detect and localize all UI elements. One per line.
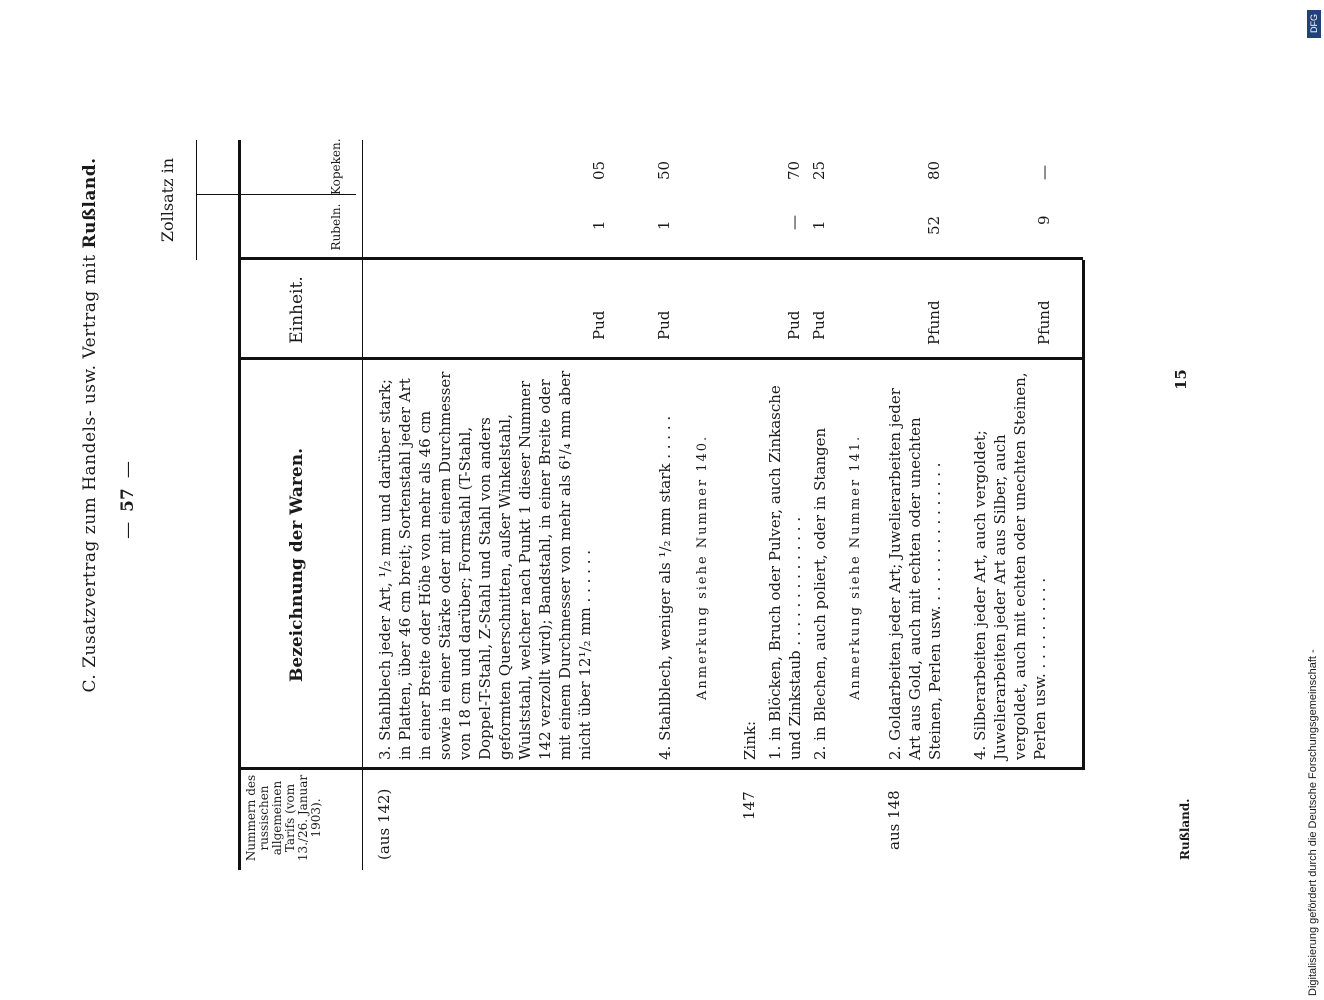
col-header-zollsatz: Zollsatz in	[158, 157, 177, 243]
table-row: 1. in Blöcken, Bruch oder Pulver, auch Zinkasche und Zinkstaub . . . . . . . . . . . . . .	[766, 385, 804, 760]
unit-cell: Pud	[785, 310, 803, 340]
row-number: 147	[740, 791, 758, 820]
unit-cell: Pud	[590, 310, 608, 340]
table-row: 2. Goldarbeiten jeder Art; Juwelierarbeiten jeder Art aus Gold, auch mit echten oder unechten Steinen, Perlen usw. . . . . . . . . . . . . . . .	[886, 388, 944, 760]
kopeken-cell: —	[1035, 165, 1053, 180]
table-row: 3. Stahlblech jeder Art, ¹/₂ mm und darüber stark; in Platten, über 46 cm breit; Sortenstahl jeder Art in einer Breite oder Höhe von mehr als 46 cm sowie in einer Stärke oder mit einem Durchmesser von 18 cm und darüber; Formstahl (T-Stahl, Doppel-T-Stahl, Z-Stahl und Stahl von anders geformten Querschnitten, außer Winkelstahl, Wulststahl, welcher nach Punkt 1 dieser Nummer 142 verzollt wird); Bandstahl, in einer Breite oder mit einem Durchmesser von mehr als 6¹/₄ mm aber nicht über 12¹/₂ mm . . . . . .	[376, 370, 594, 760]
col-header-nummern: Nummern des russischen allgemeinen Tarifs (vom 13./26. Januar 1903).	[244, 774, 323, 862]
kopeken-cell: 05	[590, 160, 608, 180]
dfg-badge: DFG	[1307, 10, 1321, 38]
annotation-141: Anmerkung siehe Nummer 141.	[848, 434, 863, 700]
col-header-rubeln: Rubeln.	[329, 203, 343, 251]
kopeken-cell: 50	[655, 160, 673, 180]
table-row: 4. Silberarbeiten jeder Art, auch vergoldet; Juwelierarbeiten jeder Art aus Silber, auch vergoldet, auch mit echten oder unechten Steinen, Perlen usw. . . . . . . . . . .	[971, 372, 1049, 760]
rubel-cell: 1	[590, 220, 608, 230]
table-row: 4. Stahlblech, weniger als ¹/₂ mm stark . . . . .	[656, 415, 674, 760]
header-text: C. Zusatzvertrag zum Handels- usw. Vertrag mit	[80, 254, 100, 693]
page-number: — 57 —	[118, 450, 138, 550]
rubel-cell: 52	[925, 215, 943, 235]
rubel-cell: —	[785, 215, 803, 230]
unit-cell: Pfund	[925, 300, 943, 345]
rubel-cell: 9	[1035, 215, 1053, 225]
unit-cell: Pfund	[1035, 300, 1053, 345]
col-rule-1	[238, 767, 1083, 770]
header-bottom-rule	[362, 140, 363, 870]
col-rule-2	[238, 357, 1083, 360]
kopeken-cell: 25	[810, 160, 828, 180]
page-header	[80, 50, 100, 800]
table-top-rule	[238, 140, 241, 870]
unit-cell: Pud	[810, 310, 828, 340]
side-note-text: Digitalisierung gefördert durch die Deutsche Forschungsgemeinschaft -	[1307, 649, 1319, 996]
kopeken-cell: 70	[785, 160, 803, 180]
zollsatz-sub-rule	[196, 140, 197, 260]
table-bottom-rule	[1082, 260, 1085, 770]
col-header-kopeken: Kopeken.	[329, 138, 343, 195]
rubel-cell: 1	[810, 220, 828, 230]
rubel-cell: 1	[655, 220, 673, 230]
col-header-einheit: Einheit.	[287, 276, 307, 344]
unit-cell: Pud	[655, 310, 673, 340]
footer-signature: 15	[1172, 369, 1190, 390]
side-note	[1307, 6, 1323, 996]
row-number: aus 148	[885, 790, 903, 850]
footer-country: Rußland.	[1178, 798, 1192, 860]
annotation-140: Anmerkung siehe Nummer 140.	[695, 434, 710, 700]
row-number: (aus 142)	[375, 788, 393, 860]
col-rule-3	[238, 257, 1083, 260]
col-header-bezeichnung: Bezeichnung der Waren.	[287, 448, 307, 682]
header-country: Rußland.	[80, 157, 100, 249]
table-row: 2. in Blechen, auch poliert, oder in Stangen	[811, 427, 829, 760]
kopeken-cell: 80	[925, 160, 943, 180]
row-heading: Zink:	[741, 720, 759, 760]
